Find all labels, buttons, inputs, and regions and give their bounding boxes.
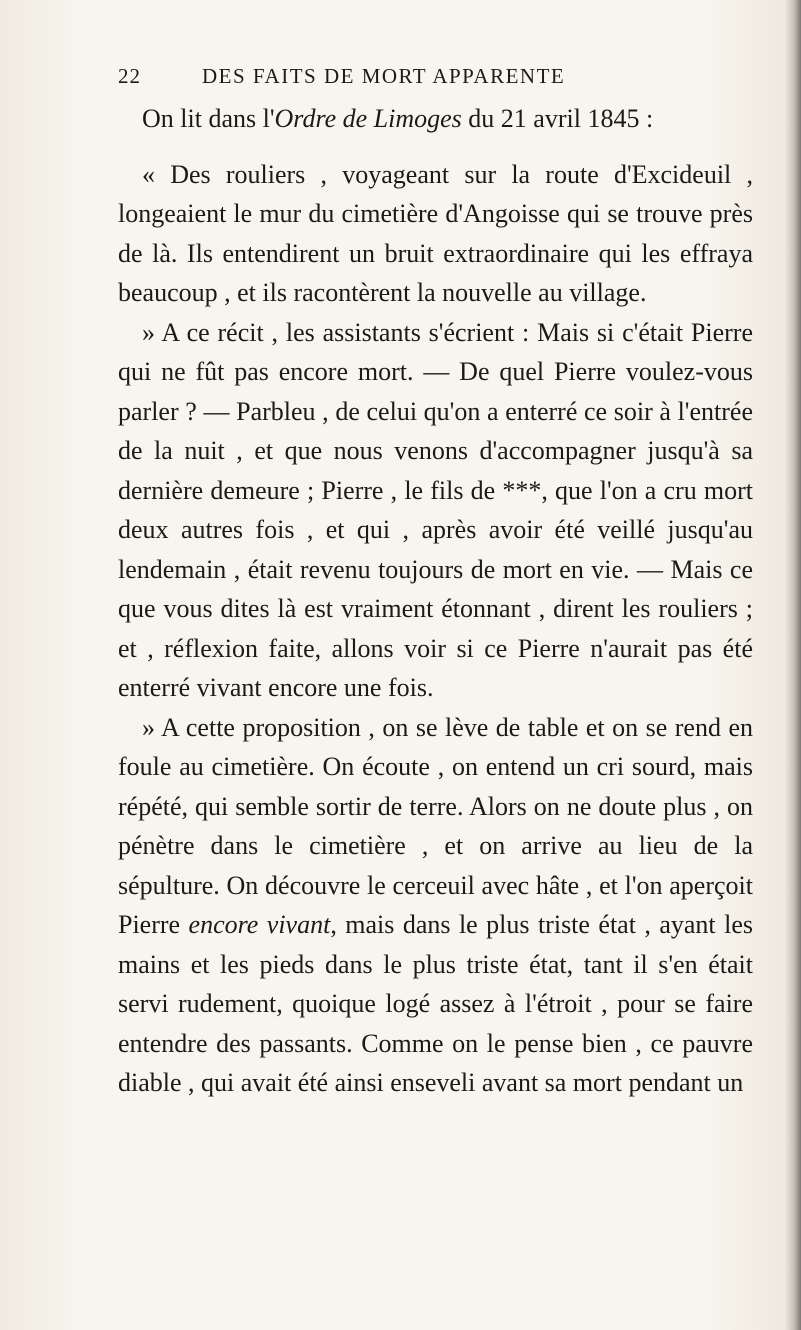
quote-paragraph-1: « Des rouliers , voyageant sur la route d'Excideuil , longeaient le mur du cimetière d'Angoisse qui se trouve près de là. Ils entendirent un bruit extraordinaire qui les effraya beaucoup , et ils racontèrent la nouvelle au village. [118, 159, 753, 307]
page-number: 22 [118, 64, 141, 88]
page-edge-shadow [785, 0, 801, 1330]
body-text [118, 99, 753, 1103]
p3-emphasis: encore vivant [188, 910, 331, 939]
p3-text-before: » A cette proposition , on se lève de table et on se rend en foule au cimetière. On écoute , on entend un cri sourd, mais répété, qui semble sortir de terre. Alors on ne doute plus , on pénètre dans le cimetière , et on arrive au lieu de la sépulture. On découvre le cerceuil avec hâte , et l'on aperçoit Pierre [118, 712, 753, 939]
intro-paragraph [118, 99, 753, 139]
newspaper-title: Ordre de Limoges [274, 104, 462, 133]
running-title: DES FAITS DE MORT APPARENTE [202, 64, 566, 88]
page-header [118, 64, 738, 96]
intro-suffix: du 21 avril 1845 : [461, 104, 654, 133]
intro-prefix: On lit dans l' [142, 104, 275, 133]
quote-paragraph-3 [118, 708, 753, 1103]
quote-paragraph-2: » A ce récit , les assistants s'écrient : Mais si c'était Pierre qui ne fût pas encore mort. — De quel Pierre voulez-vous parler ? — Parbleu , de celui qu'on a enterré ce soir à l'entrée de la nuit , et que nous venons d'accompagner jusqu'à sa dernière demeure ; Pierre , le fils de ***, que l'on a cru mort deux autres fois , et qui , après avoir été veillé jusqu'au lendemain , était revenu toujours de mort en vie. — Mais ce que vous dites là est vraiment étonnant , dirent les rouliers ; et , réflexion faite, allons voir si ce Pierre n'aurait pas été enterré vivant encore une fois. [118, 317, 753, 702]
p3-text-after: , mais dans le plus triste état , ayant les mains et les pieds dans le plus triste état, tant il s'en était servi rudement, quoique logé assez à l'étroit , pour se faire entendre des passants. Comme on le pense bien , ce pauvre diable , qui avait été ainsi enseveli avant sa mort pendant un [118, 910, 753, 1097]
